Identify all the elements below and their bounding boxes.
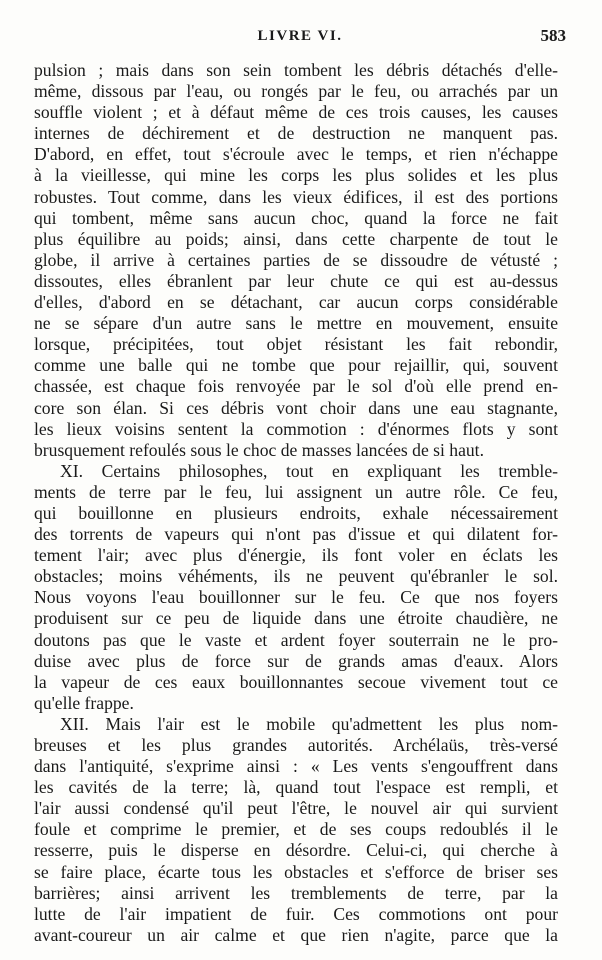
text-line: obstacles; moins véhéments, ils ne peuvent qu'ébranler le sol. xyxy=(34,566,558,587)
text-line: lutte de l'air impatient de fuir. Ces commotions ont pour xyxy=(34,903,558,924)
text-line: dans l'antiquité, s'exprime ainsi : « Les vents s'engouffrent dans xyxy=(34,756,558,777)
text-line: chassée, est chaque fois renvoyée par le sol d'où elle prend en- xyxy=(34,376,558,397)
text-line: produisent sur ce peu de liquide dans une étroite chaudière, ne xyxy=(34,608,558,629)
body-text xyxy=(34,60,558,946)
text-line: même, dissous par l'eau, ou rongés par le feu, ou arrachés par un xyxy=(34,81,558,102)
page-number: 583 xyxy=(540,26,566,45)
text-line: dissoutes, elles ébranlent par leur chute ce qui est au-dessus xyxy=(34,270,558,291)
text-line: robustes. Tout comme, dans les vieux édifices, il est des portions xyxy=(34,186,558,207)
text-line: ments de terre par le feu, lui assignent un autre rôle. Ce feu, xyxy=(34,481,558,502)
text-line: d'elles, d'abord en se détachant, car aucun corps considérable xyxy=(34,292,558,313)
text-line: tement l'air; avec plus d'énergie, ils font voler en éclats les xyxy=(34,545,558,566)
text-line: comme une balle qui ne tombe que pour rejaillir, qui, souvent xyxy=(34,355,558,376)
paragraph-xi-start: XI. Certains philosophes, tout en expliquant les tremble- xyxy=(60,460,558,481)
text-line: doutons pas que le vaste et ardent foyer souterrain ne le pro- xyxy=(34,629,558,650)
text-line: foule et comprime le premier, et de ses coups redoublés il le xyxy=(34,819,558,840)
running-title: LIVRE VI. xyxy=(257,28,343,44)
text-line: pulsion ; mais dans son sein tombent les débris détachés d'elle- xyxy=(34,60,558,80)
text-line: globe, il arrive à certaines parties de se dissoudre de vétusté ; xyxy=(34,249,558,270)
text-line: breuses et les plus grandes autorités. Archélaüs, très-versé xyxy=(34,735,558,755)
text-line: brusquement refoulés sous le choc de masses lancées de si haut. xyxy=(34,439,484,460)
text-line: D'abord, en effet, tout s'écroule avec le temps, et rien n'échappe xyxy=(34,144,558,165)
text-line: souffle violent ; et à défaut même de ces trois causes, les causes xyxy=(34,102,558,123)
text-line: qu'elle frappe. xyxy=(34,692,134,713)
text-line: lorsque, précipitées, tout objet résistant les fait rebondir, xyxy=(34,334,558,355)
text-line: avant-coureur un air calme et que rien n'agite, parce que la xyxy=(34,924,558,945)
text-line: se faire place, écarte tous les obstacles et s'efforce de briser ses xyxy=(34,861,558,882)
text-line: ne se sépare d'un autre sans le mettre en mouvement, ensuite xyxy=(34,313,558,334)
text-line: des torrents de vapeurs qui n'ont pas d'issue et qui dilatent for- xyxy=(34,524,558,545)
paragraph-xii-start: XII. Mais l'air est le mobile qu'admettent les plus nom- xyxy=(60,713,558,734)
text-line: resserre, puis le disperse en désordre. Celui-ci, qui cherche à xyxy=(34,840,558,861)
page-header xyxy=(34,28,566,52)
text-line: qui bouillonne en plusieurs endroits, exhale nécessairement xyxy=(34,502,558,523)
text-line: qui tombent, même sans aucun choc, quand la force ne fait xyxy=(34,207,558,228)
text-line: core son élan. Si ces débris vont choir dans une eau stagnante, xyxy=(34,397,558,418)
text-line: les cavités de la terre; là, quand tout l'espace est rempli, et xyxy=(34,777,558,798)
text-line: duise avec plus de force sur de grands amas d'eaux. Alors xyxy=(34,650,558,671)
text-line: barrières; ainsi arrivent les tremblements de terre, par la xyxy=(34,882,558,903)
text-line: les lieux voisins sentent la commotion : d'énormes flots y sont xyxy=(34,418,558,439)
text-line: la vapeur de ces eaux bouillonnantes secoue vivement tout ce xyxy=(34,671,558,692)
text-line: internes de déchirement et de destruction ne manquent pas. xyxy=(34,123,558,144)
text-line: plus équilibre au poids; ainsi, dans cette charpente de tout le xyxy=(34,228,558,249)
text-line: Nous voyons l'eau bouillonner sur le feu. Ce que nos foyers xyxy=(34,587,558,608)
text-line: l'air aussi condensé qu'il peut l'être, le nouvel air qui survient xyxy=(34,798,558,819)
text-line: à la vieillesse, qui mine les corps les plus solides et les plus xyxy=(34,165,558,186)
